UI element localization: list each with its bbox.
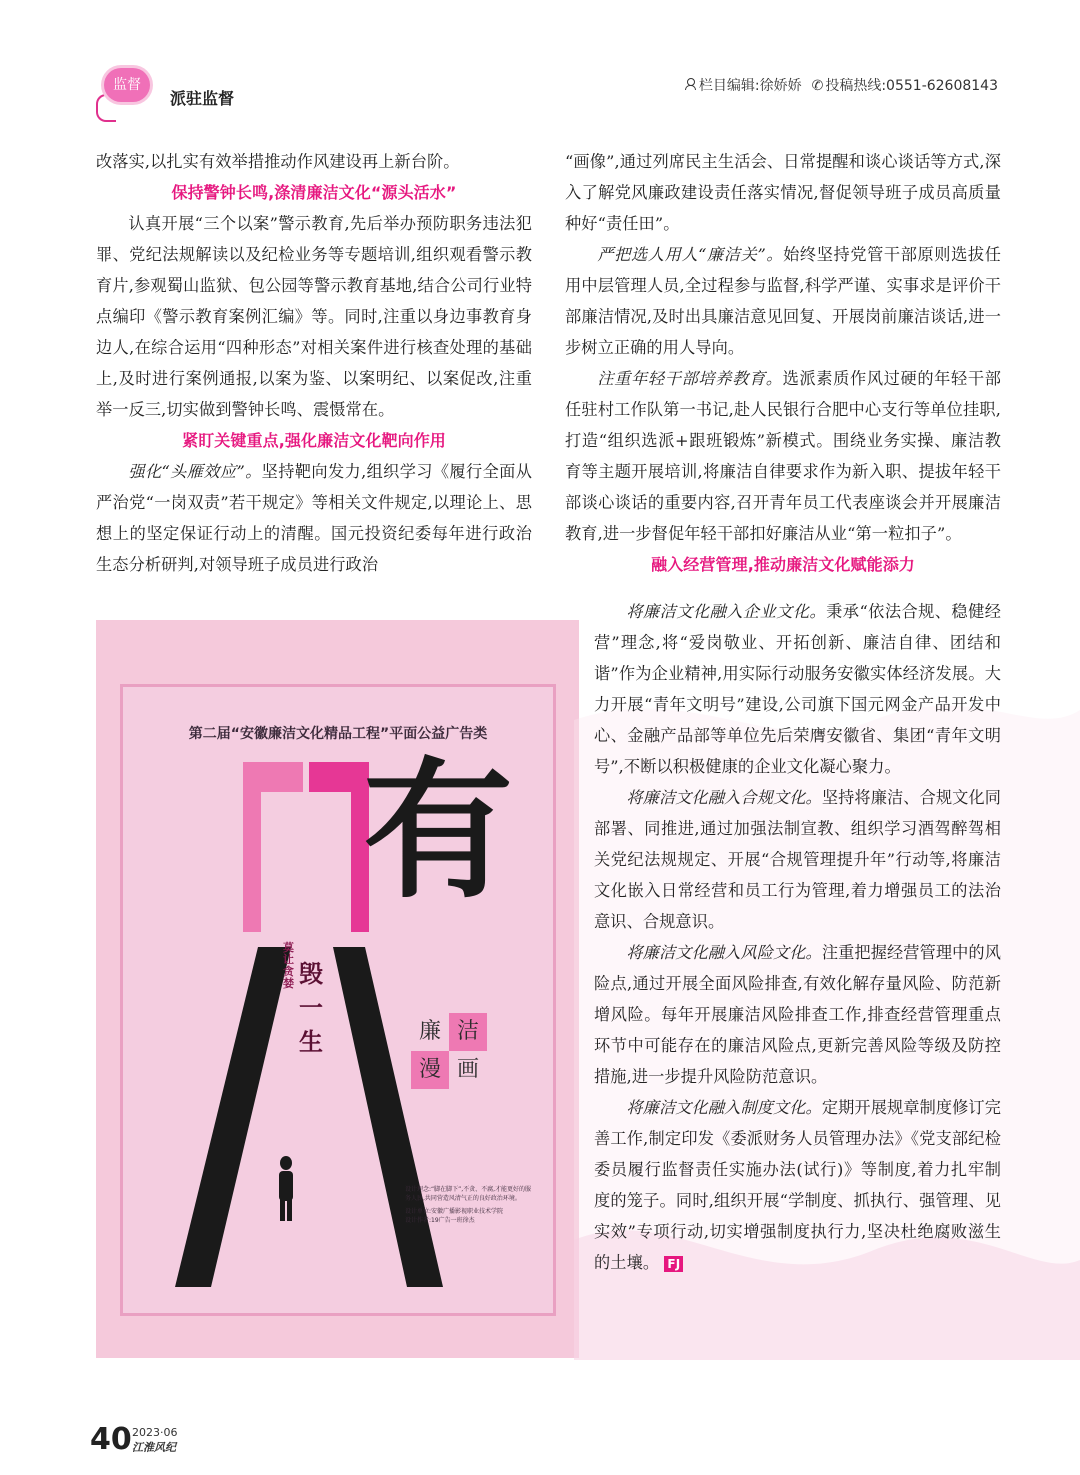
paragraph-lead: 严把选人用人“廉洁关”。 [597, 245, 784, 264]
supervision-badge: 监督 [104, 68, 150, 102]
hotline-text: 投稿热线:0551-62608143 [825, 78, 998, 94]
end-mark: FJ [664, 1256, 683, 1272]
tile: 洁 [449, 1013, 487, 1051]
section-title: 派驻监督 [170, 89, 235, 108]
poster-credits [405, 1185, 537, 1225]
poster-frame [120, 684, 556, 1316]
tile: 廉 [411, 1013, 449, 1051]
paragraph [594, 937, 1001, 1092]
page-number: 40 [90, 1422, 132, 1457]
credit-line: 设计单位:安徽广播影视职业技术学院 [405, 1208, 504, 1215]
paragraph-lead: 将廉洁文化融入合规文化。 [626, 788, 822, 807]
poster-title: 第二届“安徽廉洁文化精品工程”平面公益广告类 [188, 726, 488, 742]
walking-man-leg [280, 1199, 285, 1221]
subheading: 紧盯关键重点,强化廉洁文化靶向作用 [182, 431, 446, 450]
paragraph-body: 秉承“依法合规、稳健经营”理念,将“爱岗敬业、开拓创新、廉洁自律、团结和谐”作为企业精神,用实际行动服务安徽实体经济发展。大力开展“青年文明号”建设,公司旗下国元网金产品开发中心、金融产品部等单位先后荣膺安徽省、集团“青年文明号”,不断以积极健康的企业文化凝心聚力。 [594, 602, 1001, 776]
walking-man-leg [287, 1199, 292, 1221]
tile: 画 [449, 1051, 487, 1089]
paragraph-lead: 将廉洁文化融入企业文化。 [626, 602, 827, 621]
header-info [685, 75, 998, 95]
paragraph-lead: 强化“头雁效应”。 [128, 462, 262, 481]
paragraph [565, 363, 1001, 549]
issue-date: 2023·06 [132, 1426, 178, 1439]
paragraph: “画像”,通过列席民主生活会、日常提醒和谈心谈话等方式,深入了解党风廉政建设责任落实情况,督促领导班子成员高质量种好“责任田”。 [565, 152, 1001, 233]
credit-line: 设计理念:“脚在脚下”,不贪、不腐,才能更好的服务人民,共同营造风清气正的良好政治环境。 [405, 1186, 532, 1202]
column-logo [96, 68, 256, 118]
subheading: 保持警钟长鸣,涤清廉洁文化“源头活水” [171, 183, 457, 202]
paragraph-body: 注重把握经营管理中的风险点,通过开展全面风险排查,有效化解存量风险、防范新增风险。每年开展廉洁风险排查工作,排查经营管理重点环节中可能存在的廉洁风险点,更新完善风险等级及防控措施,进一步提升风险防范意识。 [594, 943, 1002, 1086]
paragraph-body: 定期开展规章制度修订完善工作,制定印发《委派财务人员管理办法》《党支部纪检委员履行监督责任实施办法(试行)》等制度,着力扎牢制度的笼子。同时,组织开展“学制度、抓执行、强管理、见实效”专项行动,切实增强制度执行力,坚决杜绝腐败滋生的土壤。 [594, 1098, 1002, 1272]
mouth-radical-graphic [243, 762, 371, 932]
paragraph: 认真开展“三个以案”警示教育,先后举办预防职务违法犯罪、党纪法规解读以及纪检业务等专题培训,组织观看警示教育片,参观蜀山监狱、包公园等警示教育基地,结合公司行业特点编印《警示教育案例汇编》等。同时,注重以身边事教育身边人,在综合运用“四种形态”对相关案件进行核查处理的基础上,及时进行案例通报,以案为鉴、以案明纪、以案促改,注重举一反三,切实做到警钟长鸣、震慑常在。 [96, 214, 532, 419]
hotline-info [812, 75, 998, 95]
paragraph [594, 596, 1001, 782]
editor-text: 栏目编辑:徐娇娇 [698, 78, 802, 94]
paragraph [594, 782, 1001, 937]
paragraph [96, 456, 532, 580]
magazine-name: 江淮风纪 [132, 1441, 176, 1454]
walking-man-head [280, 1156, 292, 1170]
tile: 漫 [411, 1051, 449, 1089]
paragraph [594, 1092, 1001, 1278]
paragraph-lead: 注重年轻干部培养教育。 [597, 369, 783, 388]
poster-slogan-large: 毁一生 [299, 960, 323, 1056]
paragraph-lead: 将廉洁文化融入制度文化。 [626, 1098, 822, 1117]
right-column [565, 146, 1001, 580]
right-column-lower [594, 596, 1001, 1278]
left-column [96, 146, 532, 580]
paragraph [565, 239, 1001, 363]
paragraph-body: 坚持将廉洁、合规文化同部署、同推进,通过加强法制宣教、组织学习酒驾醉驾相关党纪法规规定、开展“合规管理提升年”行动等,将廉洁文化嵌入日常经营和员工行为管理,着力增强员工的法治意识、合规意识。 [594, 788, 1002, 931]
paragraph-body: 坚持靶向发力,组织学习《履行全面从严治党“一岗双责”若干规定》等相关文件规定,以理论上、思想上的坚定保证行动上的清醒。国元投资纪委每年进行政治生态分析研判,对领导班子成员进行政治 [96, 462, 532, 574]
paragraph-lead: 将廉洁文化融入风险文化。 [626, 943, 822, 962]
poster [96, 620, 579, 1358]
poster-slogan-small: 莫让贪婪 [283, 941, 294, 990]
credit-line: 设计作者:19广告一班徐杰 [405, 1217, 475, 1224]
user-icon [685, 78, 696, 90]
road-left-line [175, 947, 291, 1287]
walking-man-body [279, 1171, 293, 1201]
paragraph-body: 选派素质作风过硬的年轻干部任驻村工作队第一书记,赴人民银行合肥中心支行等单位挂职,打造“组织选派+跟班锻炼”新模式。围绕业务实操、廉洁教育等主题开展培训,将廉洁自律要求作为新入职、提拔年轻干部谈心谈话的重要内容,召开青年员工代表座谈会并开展廉洁教育,进一步督促年轻干部扣好廉洁从业“第一粒扣子”。 [565, 369, 1001, 543]
phone-icon: ✆ [811, 78, 824, 94]
subheading: 融入经营管理,推动廉洁文化赋能添力 [651, 555, 915, 574]
lianjie-manhua-tiles [411, 1013, 487, 1089]
road-right-line [333, 947, 443, 1287]
paragraph: 改落实,以扎实有效举措推动作风建设再上新台阶。 [96, 152, 460, 171]
paragraph-body: 始终坚持党管干部原则选拔任用中层管理人员,全过程参与监督,科学严谨、实事求是评价干部廉洁情况,及时出具廉洁意见回复、开展岗前廉洁谈话,进一步树立正确的用人导向。 [565, 245, 1001, 357]
poster-big-character: 有 [363, 745, 514, 919]
editor-info [685, 75, 802, 95]
block-opening [261, 792, 351, 932]
